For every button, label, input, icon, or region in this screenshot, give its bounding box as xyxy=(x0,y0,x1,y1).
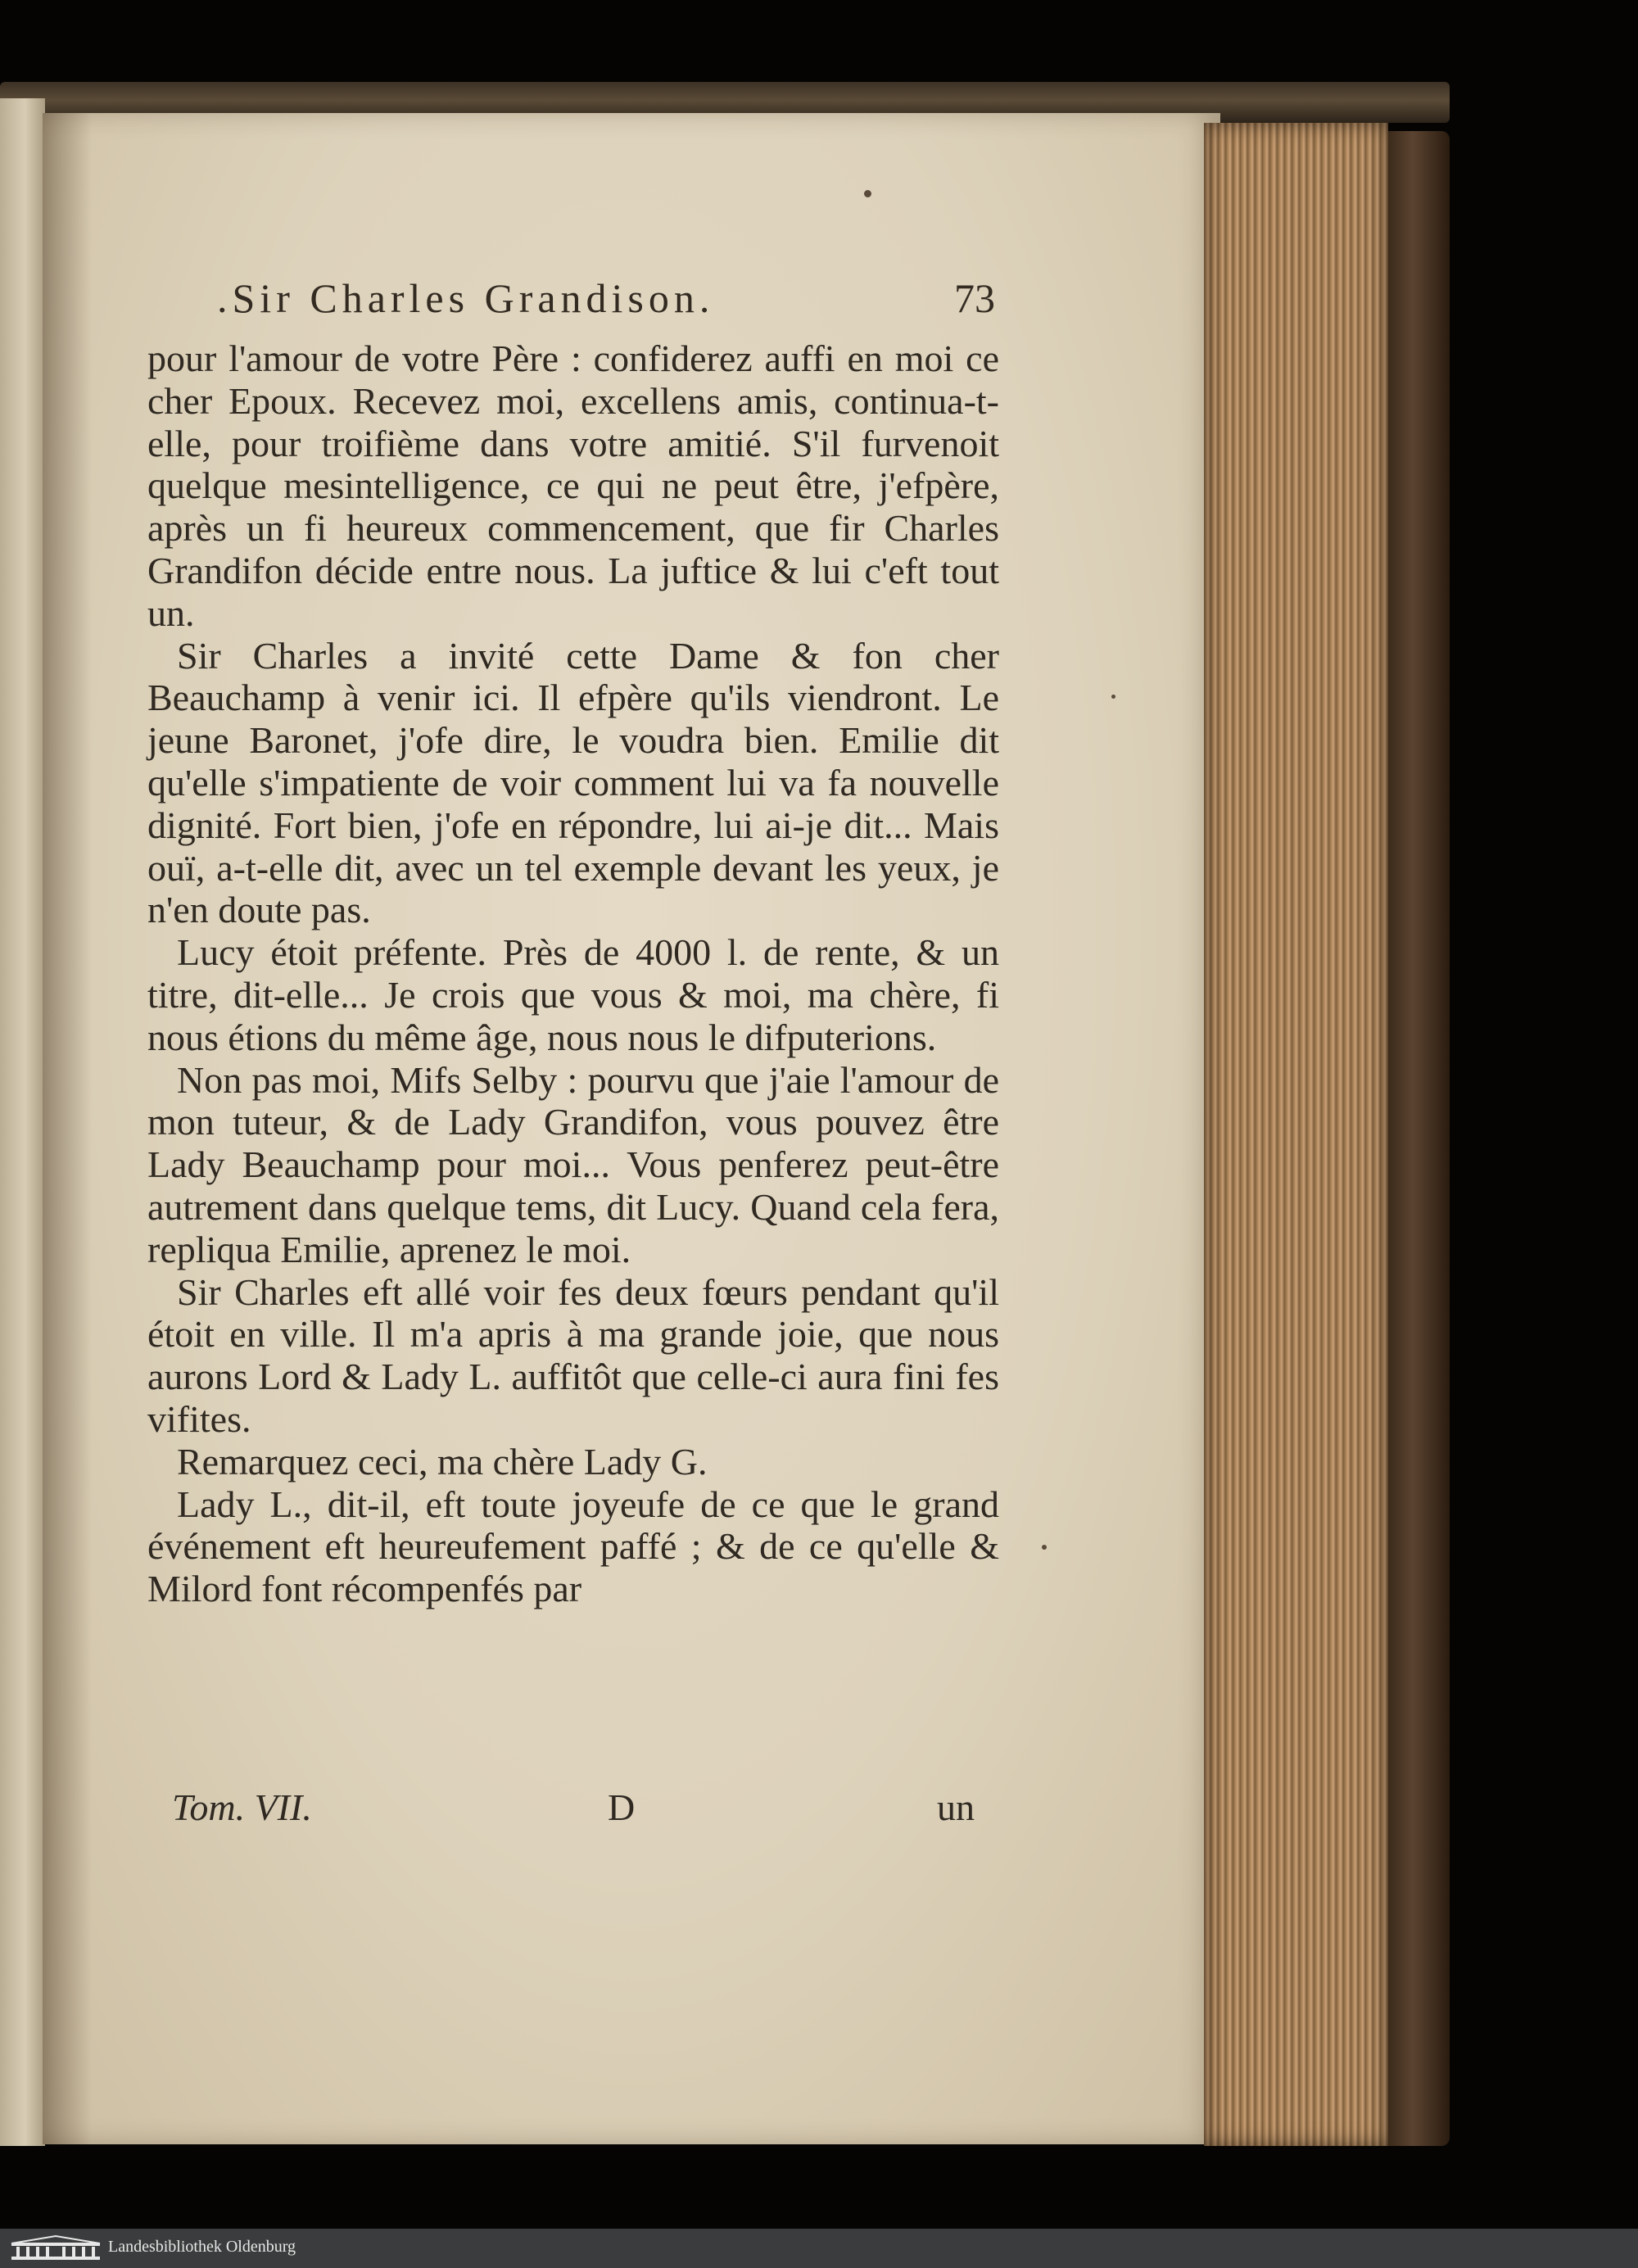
running-head-title: .Sir Charles Grandison. xyxy=(217,275,715,321)
library-name: Landesbibliothek Oldenburg xyxy=(108,2238,296,2256)
signature-mark: D xyxy=(608,1786,636,1828)
paragraph: Sir Charles a invité cette Dame & fon cher Beauchamp à venir ici. Il efpère qu'ils viendront. Le jeune Baronet, j'ofe dire, le voudra bien. Emilie dit qu'elle s'impatiente de voir comment lui va fa nouvelle dignité. Fort bien, j'ofe en répondre, lui ai-je dit... Mais ouï, a-t-elle dit, avec un tel exemple devant les yeux, je n'en doute pas. xyxy=(147,634,999,931)
paragraph: Lucy étoit préfente. Près de 4000 l. de rente, & un titre, dit-elle... Je crois que vous & moi, ma chère, fi nous étions du même âge, nous nous le difputerions. xyxy=(147,931,999,1058)
facing-page-edge xyxy=(0,98,45,2146)
paper-speck xyxy=(864,190,871,197)
paper-speck xyxy=(1111,695,1115,699)
volume-mark: Tom. VII. xyxy=(172,1786,312,1828)
running-head xyxy=(217,274,995,325)
paragraph: Lady L., dit-il, eft toute joyeufe de ce que le grand événement eft heureufement paffé ; & de ce qu'elle & Milord font récompenfés par xyxy=(147,1483,999,1610)
body-text xyxy=(147,337,999,1610)
paragraph: Non pas moi, Mifs Selby : pourvu que j'aie l'amour de mon tuteur, & de Lady Grandifon, vous pouvez être Lady Beauchamp pour moi... Vous penferez peut-être autrement dans quelque tems, dit Lucy. Quand cela fera, repliqua Emilie, aprenez le moi. xyxy=(147,1058,999,1270)
paragraph: pour l'amour de votre Père : confiderez auffi en moi ce cher Epoux. Recevez moi, excellens amis, continua-t-elle, pour troifième dans votre amitié. S'il furvenoit quelque mesintelligence, ce qui ne peut être, j'efpère, après un fi heureux commencement, que fir Charles Grandifon décide entre nous. La juftice & lui c'eft tout un. xyxy=(147,337,999,634)
signature-line xyxy=(172,1786,975,1835)
catchword: un xyxy=(937,1786,975,1828)
paragraph: Remarquez ceci, ma chère Lady G. xyxy=(177,1440,708,1483)
paragraph: Sir Charles eft allé voir fes deux fœurs pendant qu'il étoit en ville. Il m'a apris à ma grande joie, que nous aurons Lord & Lady L. auffitôt que celle-ci aura fini fes vifites. xyxy=(147,1270,999,1440)
page-number: 73 xyxy=(954,275,995,321)
paper-speck xyxy=(1042,1545,1047,1550)
library-footer-bar xyxy=(0,2229,1638,2268)
library-building-icon xyxy=(10,2235,102,2261)
gutter-shadow xyxy=(43,113,92,2144)
page-fore-edge xyxy=(1204,123,1388,2146)
cover-board xyxy=(1388,131,1450,2146)
